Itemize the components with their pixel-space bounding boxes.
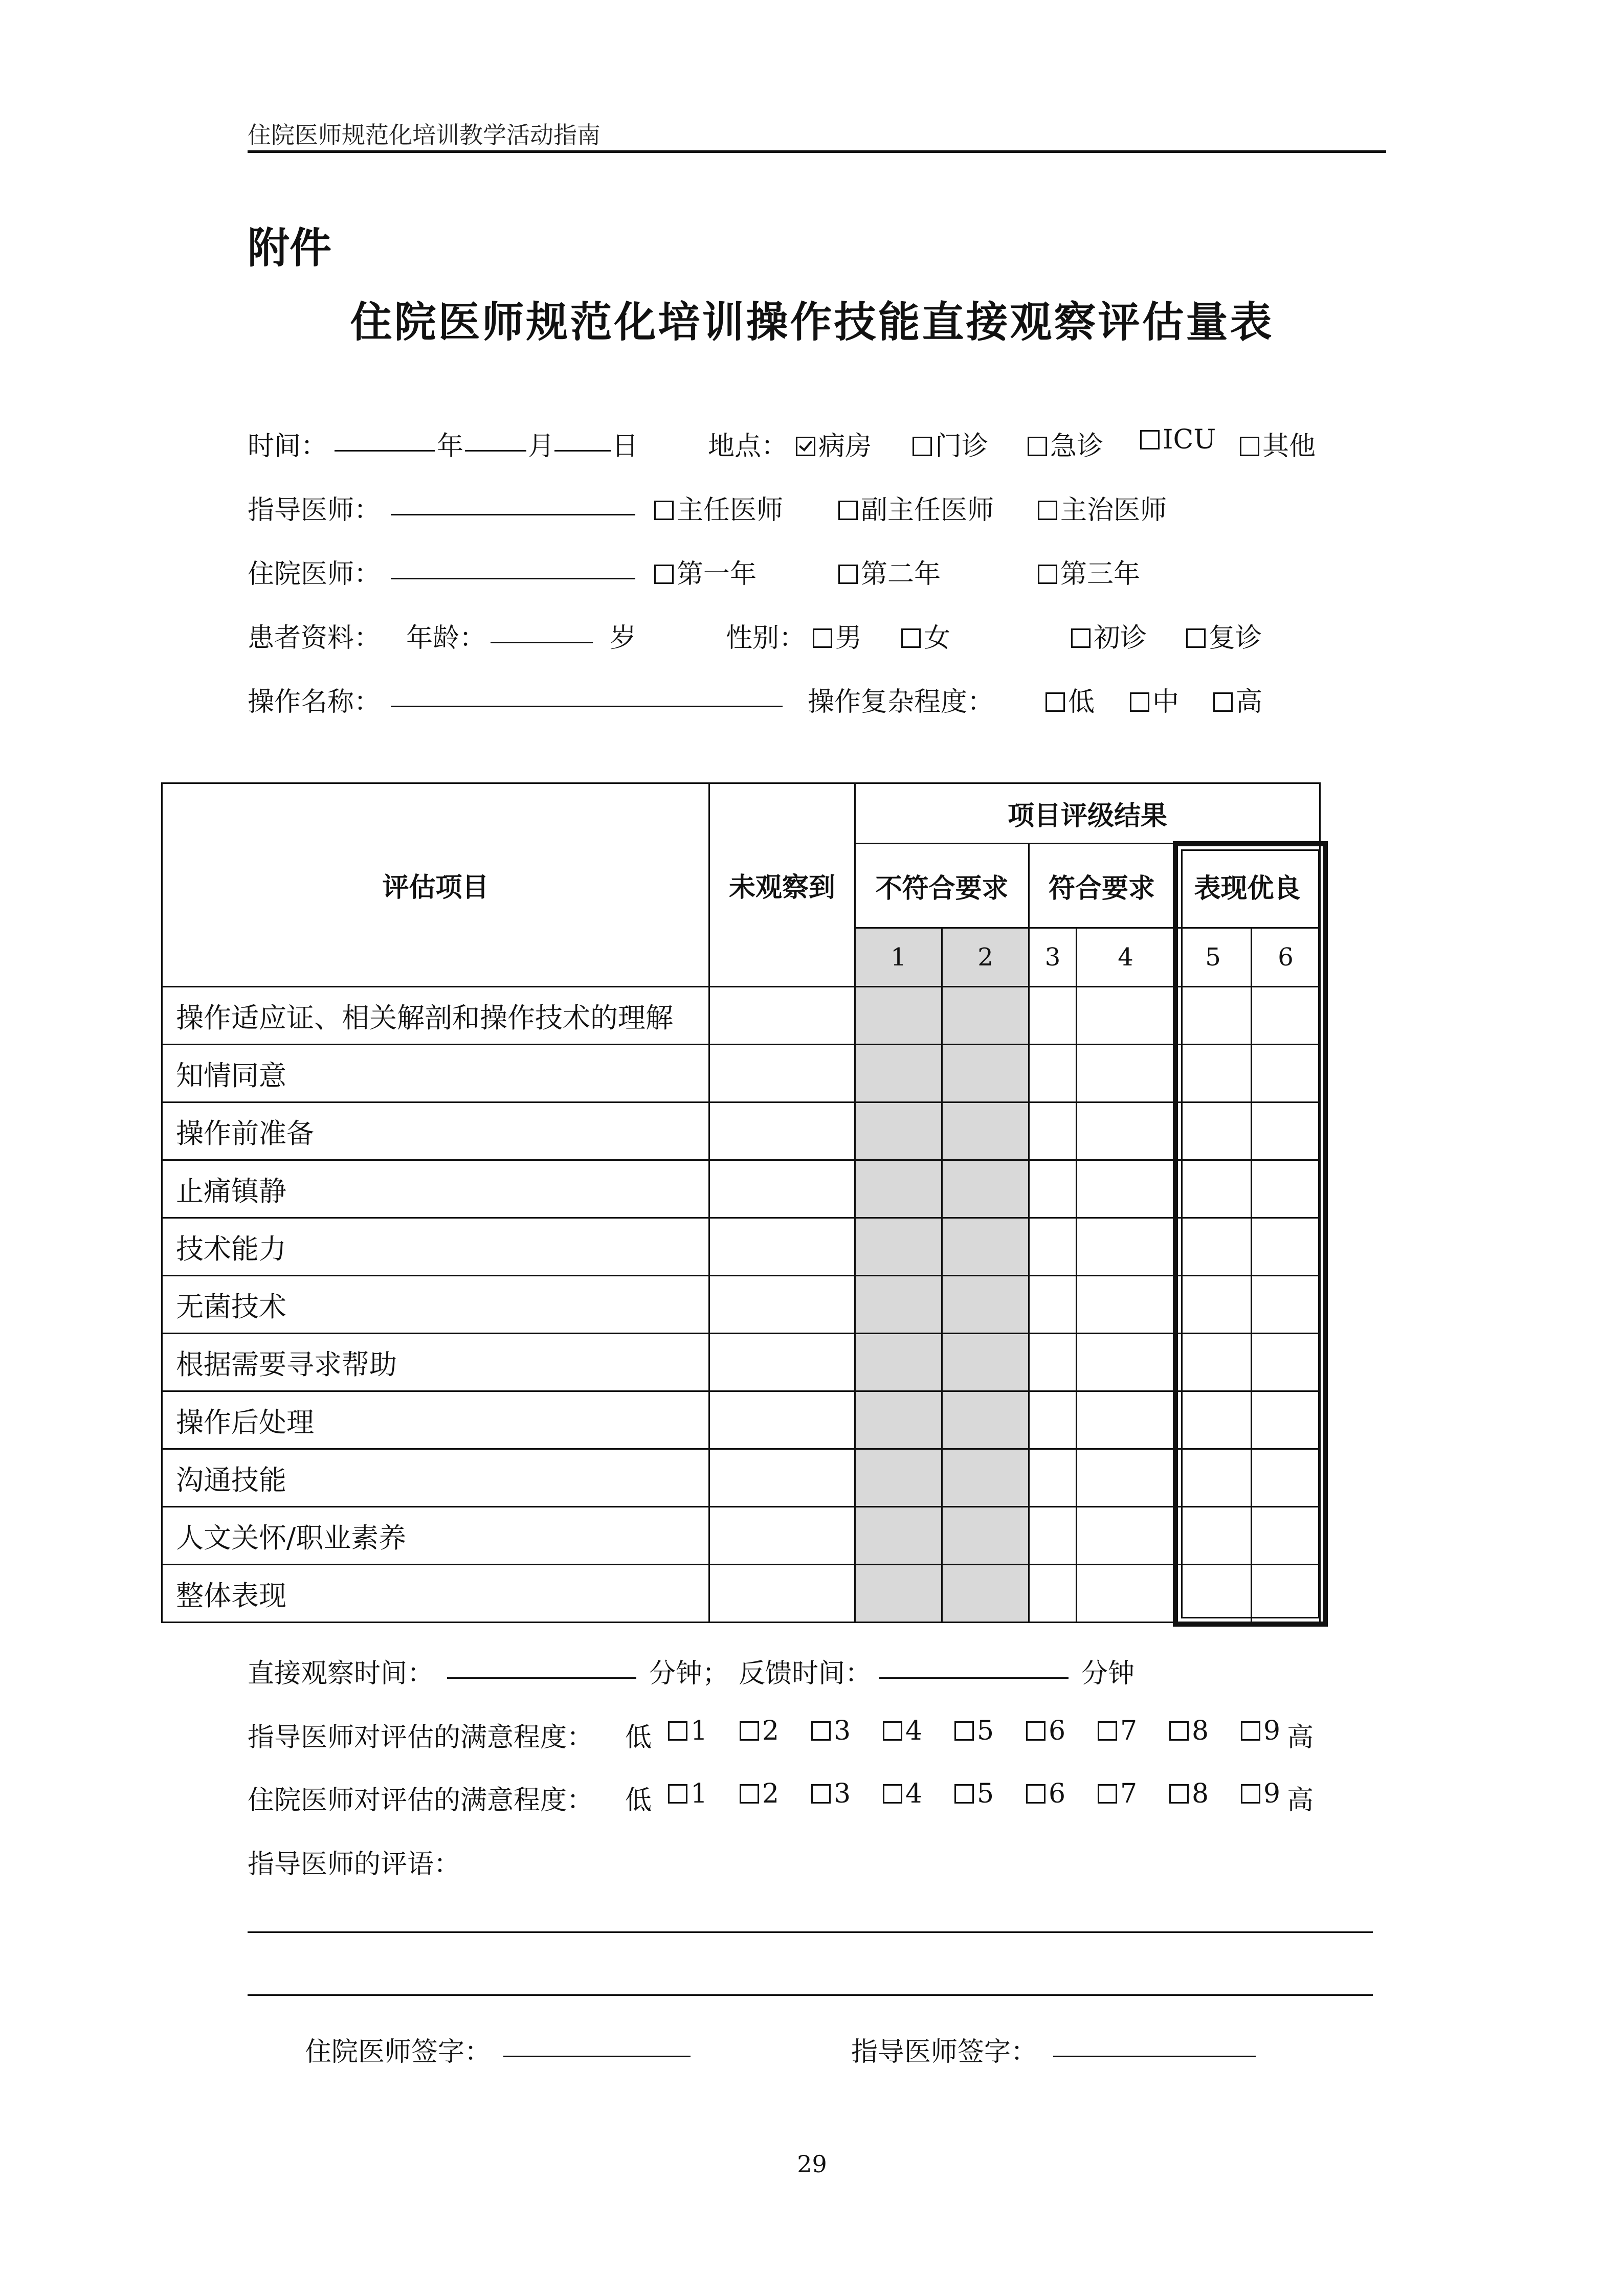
rating-option[interactable]: 1 — [668, 1779, 707, 1809]
score-cell[interactable] — [1252, 1276, 1320, 1334]
visit-return[interactable]: 复诊 — [1186, 616, 1262, 655]
score-cell[interactable] — [855, 1449, 942, 1507]
instructor-sign-label: 指导医师签字： — [851, 2037, 1038, 2067]
checkbox-icon[interactable] — [1026, 1784, 1045, 1804]
score-cell[interactable] — [1029, 1102, 1077, 1160]
item-label: 知情同意 — [162, 1045, 709, 1102]
checkbox-icon[interactable] — [954, 1784, 974, 1804]
score-cell[interactable] — [1077, 1102, 1175, 1160]
score-cell[interactable] — [1252, 1218, 1320, 1276]
score-cell[interactable] — [1077, 1045, 1175, 1102]
score-cell[interactable] — [942, 1334, 1029, 1391]
attachment-label: 附件 — [248, 224, 332, 273]
score-cell[interactable] — [1252, 1449, 1320, 1507]
form-title: 住院医师规范化培训操作技能直接观察评估量表 — [350, 298, 1274, 347]
score-cell[interactable] — [1175, 1102, 1252, 1160]
score-cell[interactable] — [1252, 1565, 1320, 1623]
rating-option[interactable]: 4 — [883, 1779, 922, 1809]
location-clinic[interactable]: 门诊 — [913, 424, 988, 463]
group-satisfactory: 符合要求 — [1029, 844, 1175, 928]
checkbox-icon[interactable] — [1045, 692, 1065, 712]
item-label: 沟通技能 — [162, 1449, 709, 1507]
score-cell[interactable] — [1252, 1334, 1320, 1391]
score-cell[interactable] — [1029, 1449, 1077, 1507]
not-observed-header: 未观察到 — [709, 783, 855, 987]
observe-time-field[interactable] — [447, 1652, 636, 1679]
not-observed-cell[interactable] — [709, 1218, 855, 1276]
score-cell[interactable] — [1175, 1507, 1252, 1565]
checkbox-icon[interactable] — [1071, 628, 1091, 648]
score-header: 1 — [855, 928, 942, 987]
score-cell[interactable] — [942, 1045, 1029, 1102]
rating-option[interactable]: 8 — [1169, 1779, 1209, 1809]
score-cell[interactable] — [942, 1565, 1029, 1623]
score-cell[interactable] — [1077, 1218, 1175, 1276]
item-label: 无菌技术 — [162, 1276, 709, 1334]
score-cell[interactable] — [855, 1391, 942, 1449]
score-cell[interactable] — [1252, 1507, 1320, 1565]
score-cell[interactable] — [1175, 1565, 1252, 1623]
group-excellent: 表现优良 — [1175, 844, 1320, 928]
item-label: 根据需要寻求帮助 — [162, 1334, 709, 1391]
score-cell[interactable] — [1077, 1276, 1175, 1334]
checkbox-icon[interactable] — [1028, 437, 1047, 456]
comment-line[interactable] — [248, 1994, 1373, 1996]
month-field[interactable] — [465, 424, 526, 452]
comment-label: 指导医师的评语： — [248, 1849, 461, 1880]
score-cell[interactable] — [855, 1160, 942, 1218]
item-label: 技术能力 — [162, 1218, 709, 1276]
score-cell[interactable] — [855, 1276, 942, 1334]
score-cell[interactable] — [855, 1218, 942, 1276]
rating-option[interactable]: 7 — [1098, 1779, 1137, 1809]
score-cell[interactable] — [942, 1507, 1029, 1565]
checkbox-icon[interactable] — [1169, 1721, 1189, 1741]
checkbox-icon[interactable] — [838, 565, 858, 584]
not-observed-cell[interactable] — [709, 1565, 855, 1623]
visit-first[interactable]: 初诊 — [1071, 616, 1147, 655]
year-third[interactable]: 第三年 — [1038, 552, 1140, 591]
rating-option[interactable]: 2 — [740, 1716, 779, 1746]
table-row — [162, 1391, 1320, 1449]
table-row — [162, 1507, 1320, 1565]
instructor-satisfaction-label: 指导医师对评估的满意程度： — [248, 1722, 594, 1753]
score-cell[interactable] — [1175, 1276, 1252, 1334]
rating-option[interactable]: 3 — [811, 1779, 851, 1809]
checkbox-icon[interactable] — [1169, 1784, 1189, 1804]
checkbox-icon[interactable] — [838, 501, 858, 520]
running-header: 住院医师规范化培训教学活动指南 — [248, 121, 600, 149]
checkbox-icon[interactable] — [1213, 692, 1233, 712]
score-cell[interactable] — [1252, 1102, 1320, 1160]
score-cell[interactable] — [1252, 1391, 1320, 1449]
age-field[interactable] — [491, 616, 593, 643]
not-observed-cell[interactable] — [709, 1391, 855, 1449]
instructor-sign-field[interactable] — [1053, 2030, 1256, 2057]
score-cell[interactable] — [1077, 987, 1175, 1045]
table-row — [162, 1276, 1320, 1334]
table-row — [162, 1565, 1320, 1623]
score-cell[interactable] — [1175, 1391, 1252, 1449]
year-second[interactable]: 第二年 — [838, 552, 941, 591]
not-observed-cell[interactable] — [709, 1449, 855, 1507]
score-cell[interactable] — [855, 1334, 942, 1391]
checkbox-icon[interactable] — [740, 1784, 759, 1804]
checkbox-icon[interactable] — [1038, 565, 1057, 584]
rating-option[interactable]: 5 — [954, 1779, 994, 1809]
year-field[interactable] — [335, 424, 435, 452]
checkbox-icon[interactable] — [811, 1721, 831, 1741]
header-rule — [248, 150, 1386, 153]
score-cell[interactable] — [1175, 1160, 1252, 1218]
rating-option[interactable]: 7 — [1098, 1716, 1137, 1746]
rating-option[interactable]: 9 — [1241, 1716, 1280, 1746]
checkbox-icon[interactable] — [1240, 437, 1259, 456]
rating-option[interactable]: 8 — [1169, 1716, 1209, 1746]
not-observed-cell[interactable] — [709, 1102, 855, 1160]
score-cell[interactable] — [1077, 1391, 1175, 1449]
patient-label: 患者资料： — [248, 623, 381, 654]
table-row — [162, 1102, 1320, 1160]
item-label: 止痛镇静 — [162, 1160, 709, 1218]
rating-option[interactable]: 4 — [883, 1716, 922, 1746]
location-label: 地点： — [708, 431, 788, 462]
not-observed-cell[interactable] — [709, 1334, 855, 1391]
instructor-name-field[interactable] — [391, 488, 635, 515]
checkbox-icon[interactable] — [813, 628, 832, 648]
complexity-label: 操作复杂程度： — [808, 687, 994, 717]
checkbox-icon[interactable] — [883, 1721, 902, 1741]
complexity-high[interactable]: 高 — [1213, 680, 1262, 718]
location-other[interactable]: 其他 — [1240, 424, 1316, 463]
result-header: 项目评级结果 — [855, 783, 1320, 844]
rating-option[interactable]: 2 — [740, 1779, 779, 1809]
not-observed-cell[interactable] — [709, 1276, 855, 1334]
evaluation-table — [161, 782, 1321, 1623]
score-cell[interactable] — [942, 987, 1029, 1045]
score-cell[interactable] — [1029, 1218, 1077, 1276]
year-label: 年 — [437, 431, 464, 462]
score-header: 6 — [1252, 928, 1320, 987]
score-cell[interactable] — [1175, 1334, 1252, 1391]
checkbox-icon[interactable] — [654, 501, 674, 520]
complexity-low[interactable]: 低 — [1045, 680, 1095, 718]
score-cell[interactable] — [1029, 1391, 1077, 1449]
item-header: 评估项目 — [162, 783, 709, 987]
score-cell[interactable] — [942, 1218, 1029, 1276]
not-observed-cell[interactable] — [709, 987, 855, 1045]
location-icu[interactable]: ICU — [1140, 424, 1216, 455]
page-number: 29 — [797, 2150, 827, 2178]
year-first[interactable]: 第一年 — [654, 552, 757, 591]
score-cell[interactable] — [1077, 1160, 1175, 1218]
score-cell[interactable] — [1077, 1334, 1175, 1391]
score-cell[interactable] — [1252, 987, 1320, 1045]
score-cell[interactable] — [1252, 1045, 1320, 1102]
procedure-name-field[interactable] — [391, 680, 783, 707]
score-cell[interactable] — [1029, 1334, 1077, 1391]
checkbox-icon[interactable] — [1241, 1784, 1260, 1804]
score-cell[interactable] — [1077, 1507, 1175, 1565]
group-unsatisfactory: 不符合要求 — [855, 844, 1029, 928]
score-cell[interactable] — [1029, 987, 1077, 1045]
score-header: 5 — [1175, 928, 1252, 987]
checkbox-icon[interactable] — [811, 1784, 831, 1804]
rating-option[interactable]: 6 — [1026, 1779, 1065, 1809]
checked-box-icon[interactable] — [796, 437, 815, 456]
checkbox-icon[interactable] — [1241, 1721, 1260, 1741]
score-cell[interactable] — [1077, 1565, 1175, 1623]
checkbox-icon[interactable] — [1130, 692, 1149, 712]
low-label: 低 — [625, 1785, 652, 1816]
score-cell[interactable] — [942, 1449, 1029, 1507]
comment-line[interactable] — [248, 1931, 1373, 1933]
score-cell[interactable] — [942, 1160, 1029, 1218]
table-row — [162, 1160, 1320, 1218]
title-chief[interactable]: 主任医师 — [654, 488, 783, 527]
minutes-label: 分钟 — [1081, 1658, 1135, 1689]
title-attending[interactable]: 主治医师 — [1038, 488, 1167, 527]
item-label: 操作后处理 — [162, 1391, 709, 1449]
table-row — [162, 1045, 1320, 1102]
location-ward[interactable]: 病房 — [796, 424, 872, 463]
score-cell[interactable] — [942, 1102, 1029, 1160]
score-cell[interactable] — [1029, 1507, 1077, 1565]
checkbox-icon[interactable] — [954, 1721, 974, 1741]
table-row — [162, 987, 1320, 1045]
item-label: 整体表现 — [162, 1565, 709, 1623]
score-cell[interactable] — [1029, 1045, 1077, 1102]
table-row — [162, 1334, 1320, 1391]
score-header: 2 — [942, 928, 1029, 987]
score-cell[interactable] — [855, 1507, 942, 1565]
not-observed-cell[interactable] — [709, 1507, 855, 1565]
day-field[interactable] — [554, 424, 611, 452]
item-label: 人文关怀/职业素养 — [162, 1507, 709, 1565]
resident-label: 住院医师： — [248, 559, 381, 590]
table-row — [162, 1449, 1320, 1507]
resident-sign-label: 住院医师签字： — [305, 2037, 492, 2067]
score-cell[interactable] — [1029, 1160, 1077, 1218]
checkbox-icon[interactable] — [1098, 1784, 1117, 1804]
checkbox-icon[interactable] — [668, 1721, 687, 1741]
rating-option[interactable]: 6 — [1026, 1716, 1065, 1746]
not-observed-cell[interactable] — [709, 1160, 855, 1218]
month-label: 月 — [528, 431, 555, 462]
instructor-label: 指导医师： — [248, 495, 381, 526]
score-cell[interactable] — [855, 1565, 942, 1623]
score-cell[interactable] — [1175, 987, 1252, 1045]
checkbox-icon[interactable] — [1140, 430, 1160, 449]
age-unit: 岁 — [610, 623, 637, 654]
score-cell[interactable] — [1077, 1449, 1175, 1507]
rating-option[interactable]: 5 — [954, 1716, 994, 1746]
score-cell[interactable] — [1175, 1218, 1252, 1276]
minutes-label: 分钟； — [649, 1658, 729, 1689]
checkbox-icon[interactable] — [654, 565, 674, 584]
checkbox-icon[interactable] — [1038, 501, 1057, 520]
score-cell[interactable] — [855, 1045, 942, 1102]
gender-female[interactable]: 女 — [901, 616, 950, 655]
checkbox-icon[interactable] — [668, 1784, 687, 1804]
time-label: 时间： — [248, 431, 328, 462]
rating-option[interactable]: 1 — [668, 1716, 707, 1746]
resident-satisfaction-label: 住院医师对评估的满意程度： — [248, 1785, 594, 1816]
score-cell[interactable] — [1252, 1160, 1320, 1218]
checkbox-icon[interactable] — [1098, 1721, 1117, 1741]
feedback-time-label: 反馈时间： — [739, 1658, 872, 1689]
day-label: 日 — [612, 431, 639, 462]
item-label: 操作适应证、相关解剖和操作技术的理解 — [162, 987, 709, 1045]
procedure-label: 操作名称： — [248, 687, 381, 717]
not-observed-cell[interactable] — [709, 1045, 855, 1102]
table-row — [162, 1218, 1320, 1276]
score-cell[interactable] — [942, 1391, 1029, 1449]
score-header: 4 — [1077, 928, 1175, 987]
gender-male[interactable]: 男 — [813, 616, 862, 655]
location-emergency[interactable]: 急诊 — [1028, 424, 1103, 463]
checkbox-icon[interactable] — [913, 437, 932, 456]
rating-option[interactable]: 3 — [811, 1716, 851, 1746]
rating-option[interactable]: 9 — [1241, 1779, 1280, 1809]
item-label: 操作前准备 — [162, 1102, 709, 1160]
score-cell[interactable] — [855, 987, 942, 1045]
score-cell[interactable] — [1029, 1565, 1077, 1623]
checkbox-icon[interactable] — [1186, 628, 1206, 648]
high-label: 高 — [1287, 1785, 1314, 1816]
complexity-medium[interactable]: 中 — [1130, 680, 1179, 718]
low-label: 低 — [625, 1722, 652, 1753]
score-cell[interactable] — [855, 1102, 942, 1160]
score-header: 3 — [1029, 928, 1077, 987]
title-associate-chief[interactable]: 副主任医师 — [838, 488, 994, 527]
checkbox-icon[interactable] — [1026, 1721, 1045, 1741]
resident-sign-field[interactable] — [503, 2030, 691, 2057]
observe-time-label: 直接观察时间： — [248, 1658, 434, 1689]
age-label: 年龄： — [406, 623, 486, 654]
score-cell[interactable] — [942, 1276, 1029, 1334]
score-cell[interactable] — [1175, 1449, 1252, 1507]
gender-label: 性别： — [726, 623, 806, 654]
score-cell[interactable] — [1175, 1045, 1252, 1102]
feedback-time-field[interactable] — [879, 1652, 1069, 1679]
high-label: 高 — [1287, 1722, 1314, 1753]
score-cell[interactable] — [1029, 1276, 1077, 1334]
checkbox-icon[interactable] — [883, 1784, 902, 1804]
checkbox-icon[interactable] — [740, 1721, 759, 1741]
resident-name-field[interactable] — [391, 552, 635, 579]
checkbox-icon[interactable] — [901, 628, 921, 648]
